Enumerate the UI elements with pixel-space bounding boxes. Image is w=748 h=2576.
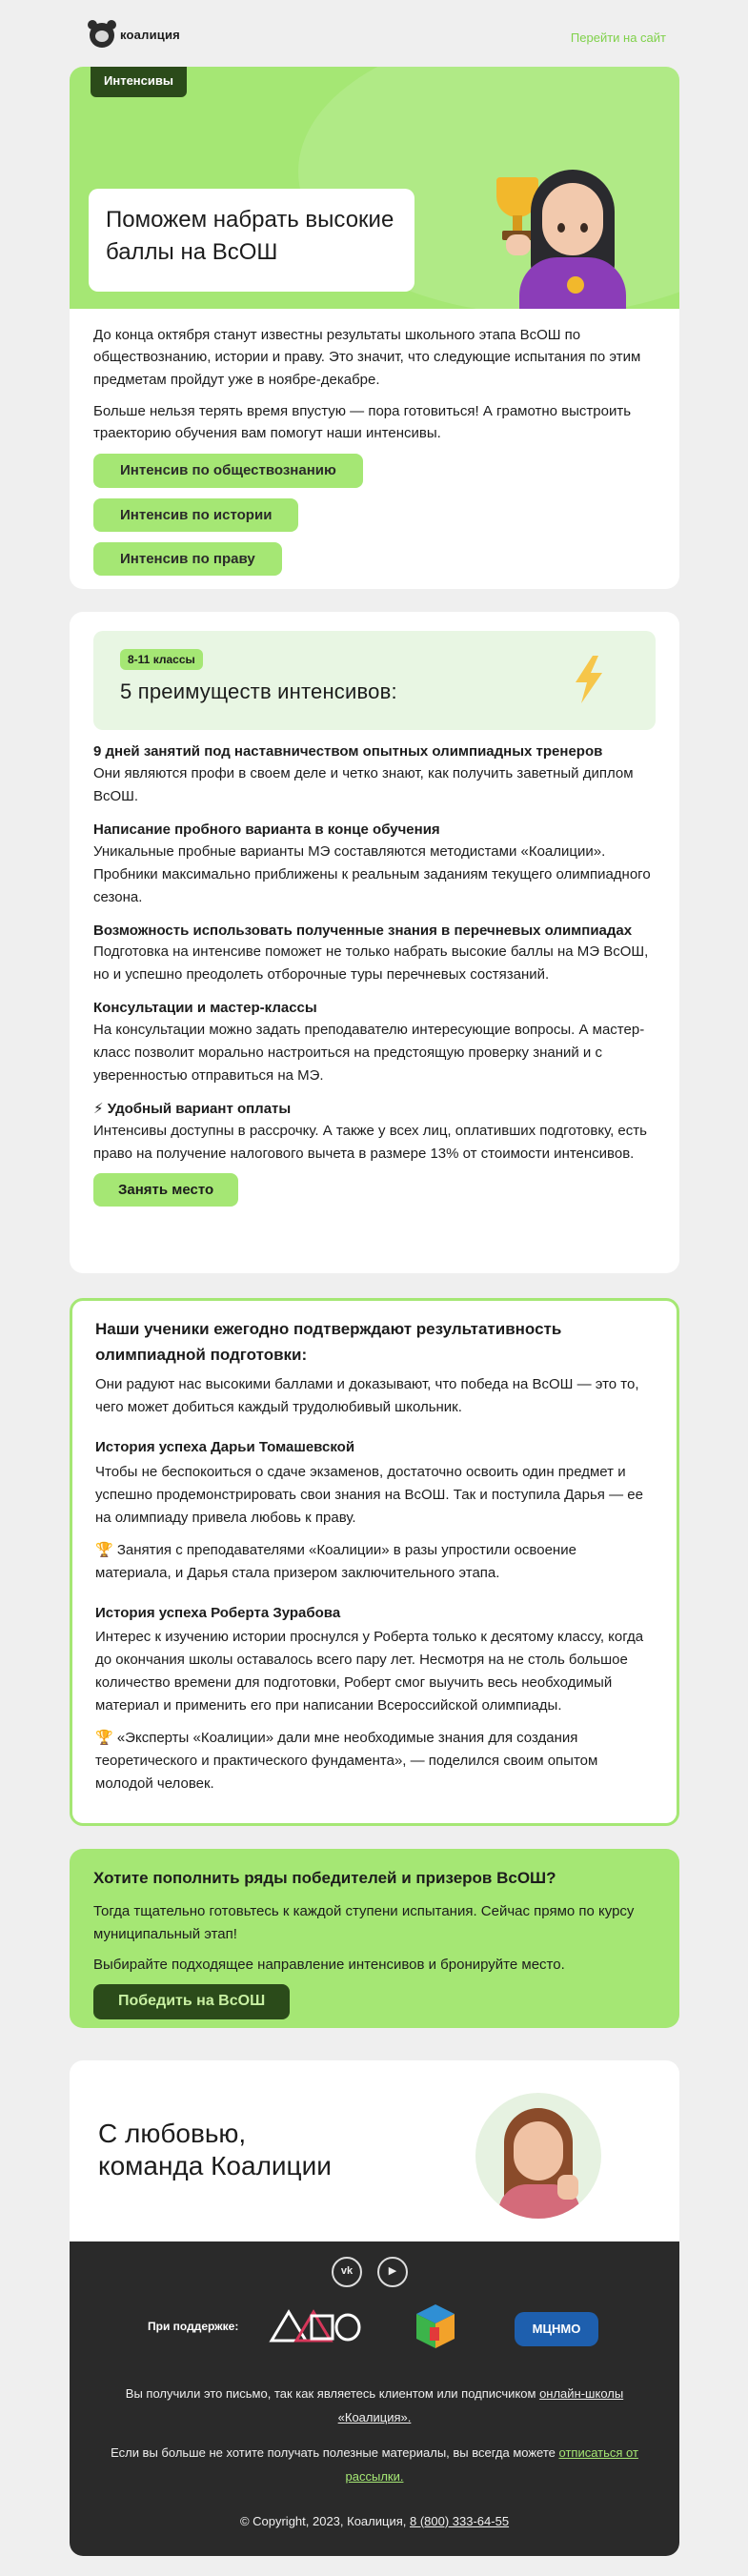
logo[interactable]	[90, 23, 180, 48]
phone-link[interactable]: 8 (800) 333-64-55	[409, 2514, 510, 2528]
lightning-icon	[570, 656, 608, 703]
benefits-header	[93, 631, 656, 730]
join-card	[70, 1849, 679, 2028]
story-text-robert: Интерес к изучению истории проснулся у Роберта только к десятому классу, когда до окончания школы оставалось всего пару лет. Несмотря на не столь большое количество времени для подготовки, Роберт смог выучить весь необходимый материал и применить его при написании Всероссийской олимпиады.	[95, 1628, 644, 1714]
girl-avatar-image	[517, 170, 628, 309]
benefit-text: Интенсивы доступны в рассрочку. А также у всех лиц, оплативших подготовку, есть право на получение налогового вычета в размере 13% от стоимости интенсивов.	[93, 1122, 647, 1162]
apo-partner-logo[interactable]	[268, 2308, 363, 2344]
story-note-daria: 🏆 Занятия с преподавателями «Коалиции» в разы упростили освоение материала, и Дарья стала призером заключительного этапа.	[95, 1541, 576, 1581]
benefit-item	[93, 1099, 656, 1166]
signature-text	[98, 2118, 332, 2182]
unsubscribe-link[interactable]: отписаться от рассылки.	[345, 2445, 638, 2484]
unsubscribe-text: Если вы больше не хотите получать полезные материалы, вы всегда можете	[111, 2445, 559, 2460]
top-bar	[0, 0, 748, 67]
benefit-title: Консультации и мастер-классы	[93, 1000, 317, 1017]
join-paragraph-2: Выбирайте подходящее направление интенсивов и бронируйте место.	[93, 1957, 565, 1974]
benefits-card	[70, 612, 679, 1273]
benefit-item	[93, 741, 656, 808]
benefit-text: На консультации можно задать преподавателю интересующие вопросы. А мастер-класс позволит морально настроиться на предстоящую проверку знаний и с уверенностью отправиться на МЭ.	[93, 1022, 645, 1084]
history-intensive-button[interactable]: Интенсив по истории	[93, 498, 298, 532]
benefit-item	[93, 998, 656, 1087]
stories-title: Наши ученики ежегодно подтверждают результативность олимпиадной подготовки:	[95, 1320, 562, 1365]
unsubscribe-notice	[98, 2442, 651, 2488]
intro-paragraph-1: До конца октября станут известны результаты школьного этапа ВсОШ по обществознанию, истории и праву. Это значит, что следующие испытания по этим предметам пройдут уже в ноябре-декабре.	[93, 327, 641, 388]
stories-intro: Они радуют нас высокими баллами и доказывают, что победа на ВсОШ — это то, чего может добиться каждый трудолюбивый школьник.	[95, 1376, 639, 1416]
go-to-site-link[interactable]: Перейти на сайт	[570, 30, 666, 45]
notice-text: Вы получили это письмо, так как являетесь клиентом или подписчиком	[125, 2386, 540, 2401]
subscription-notice	[98, 2383, 651, 2429]
support-label: При поддержке:	[148, 2320, 239, 2333]
vk-icon[interactable]: vk	[332, 2257, 362, 2287]
success-stories-card	[70, 1298, 679, 1826]
signature-block	[70, 2060, 679, 2241]
benefit-item	[93, 820, 656, 909]
story-text-daria: Чтобы не беспокоиться о сдаче экзаменов, достаточно освоить один предмет и успешно продемонстрировать свои знания на ВсОШ. Так и поступила Дарья — ее на олимпиаду привела любовь к праву.	[95, 1463, 643, 1526]
youtube-icon[interactable]: ▶	[377, 2257, 408, 2287]
benefit-title: 9 дней занятий под наставничеством опытных олимпиадных тренеров	[93, 743, 603, 760]
intensives-tag: Интенсивы	[91, 67, 187, 97]
koala-logo-icon	[90, 23, 114, 48]
grades-badge: 8-11 классы	[120, 649, 203, 670]
law-intensive-button[interactable]: Интенсив по праву	[93, 542, 282, 576]
team-avatar-image	[475, 2093, 601, 2219]
benefit-text: Уникальные пробные варианты МЭ составляются методистами «Коалиции». Пробники максимально приближены к реальным заданиям текущего олимпиадного сезона.	[93, 842, 651, 905]
social-links	[332, 2257, 408, 2287]
benefits-title: 5 преимуществ интенсивов:	[120, 679, 397, 704]
school-link[interactable]: онлайн-школы «Коалиция».	[337, 2386, 624, 2424]
benefit-title: Написание пробного варианта в конце обучения	[93, 821, 440, 838]
reserve-seat-button[interactable]: Занять место	[93, 1173, 238, 1207]
benefit-title: ⚡ Удобный вариант оплаты	[93, 1101, 292, 1117]
social-studies-intensive-button[interactable]: Интенсив по обществознанию	[93, 454, 363, 487]
benefit-title: Возможность использовать полученные знания в перечневых олимпиадах	[93, 922, 633, 939]
join-title: Хотите пополнить ряды победителей и призеров ВсОШ?	[93, 1869, 556, 1887]
story-title-robert: История успеха Роберта Зурабова	[95, 1604, 341, 1621]
story-note-robert: 🏆 «Эксперты «Коалиции» дали мне необходимые знания для создания теоретического и практического фундамента», — поделился своим опытом молодой человек.	[95, 1729, 598, 1792]
signature-card	[70, 2060, 679, 2556]
benefit-text: Подготовка на интенсиве поможет не только набрать высокие баллы на МЭ ВсОШ, но и успешно преодолеть отборочные туры перечневых состязаний.	[93, 943, 649, 984]
mcnmo-partner-logo[interactable]: МЦНМО	[515, 2312, 598, 2346]
win-olympiad-button[interactable]: Победить на ВсОШ	[93, 1984, 290, 2019]
cube-partner-logo[interactable]	[407, 2299, 464, 2352]
hero-card	[70, 67, 679, 589]
story-title-daria: История успеха Дарьи Томашевской	[95, 1439, 355, 1456]
footer	[70, 2241, 679, 2556]
hero-title: Поможем набрать высокие баллы на ВсОШ	[89, 189, 414, 292]
hero-banner	[70, 67, 679, 309]
join-paragraph-1: Тогда тщательно готовьтесь к каждой ступени испытания. Сейчас прямо по курсу муниципальный этап!	[93, 1903, 635, 1943]
copyright	[98, 2510, 651, 2534]
logo-text: коалиция	[120, 27, 180, 42]
benefit-text: Они являются профи в своем деле и четко знают, как получить заветный диплом ВсОШ.	[93, 764, 634, 804]
intro-paragraph-2: Больше нельзя терять время впустую — пора готовиться! А грамотно выстроить траекторию обучения вам помогут наши интенсивы.	[93, 402, 632, 441]
signature-line-2: команда Коалиции	[98, 2151, 332, 2180]
benefit-item	[93, 921, 656, 987]
signature-line-1: С любовью,	[98, 2119, 247, 2148]
copyright-text: © Copyright, 2023, Коалиция,	[239, 2514, 410, 2528]
